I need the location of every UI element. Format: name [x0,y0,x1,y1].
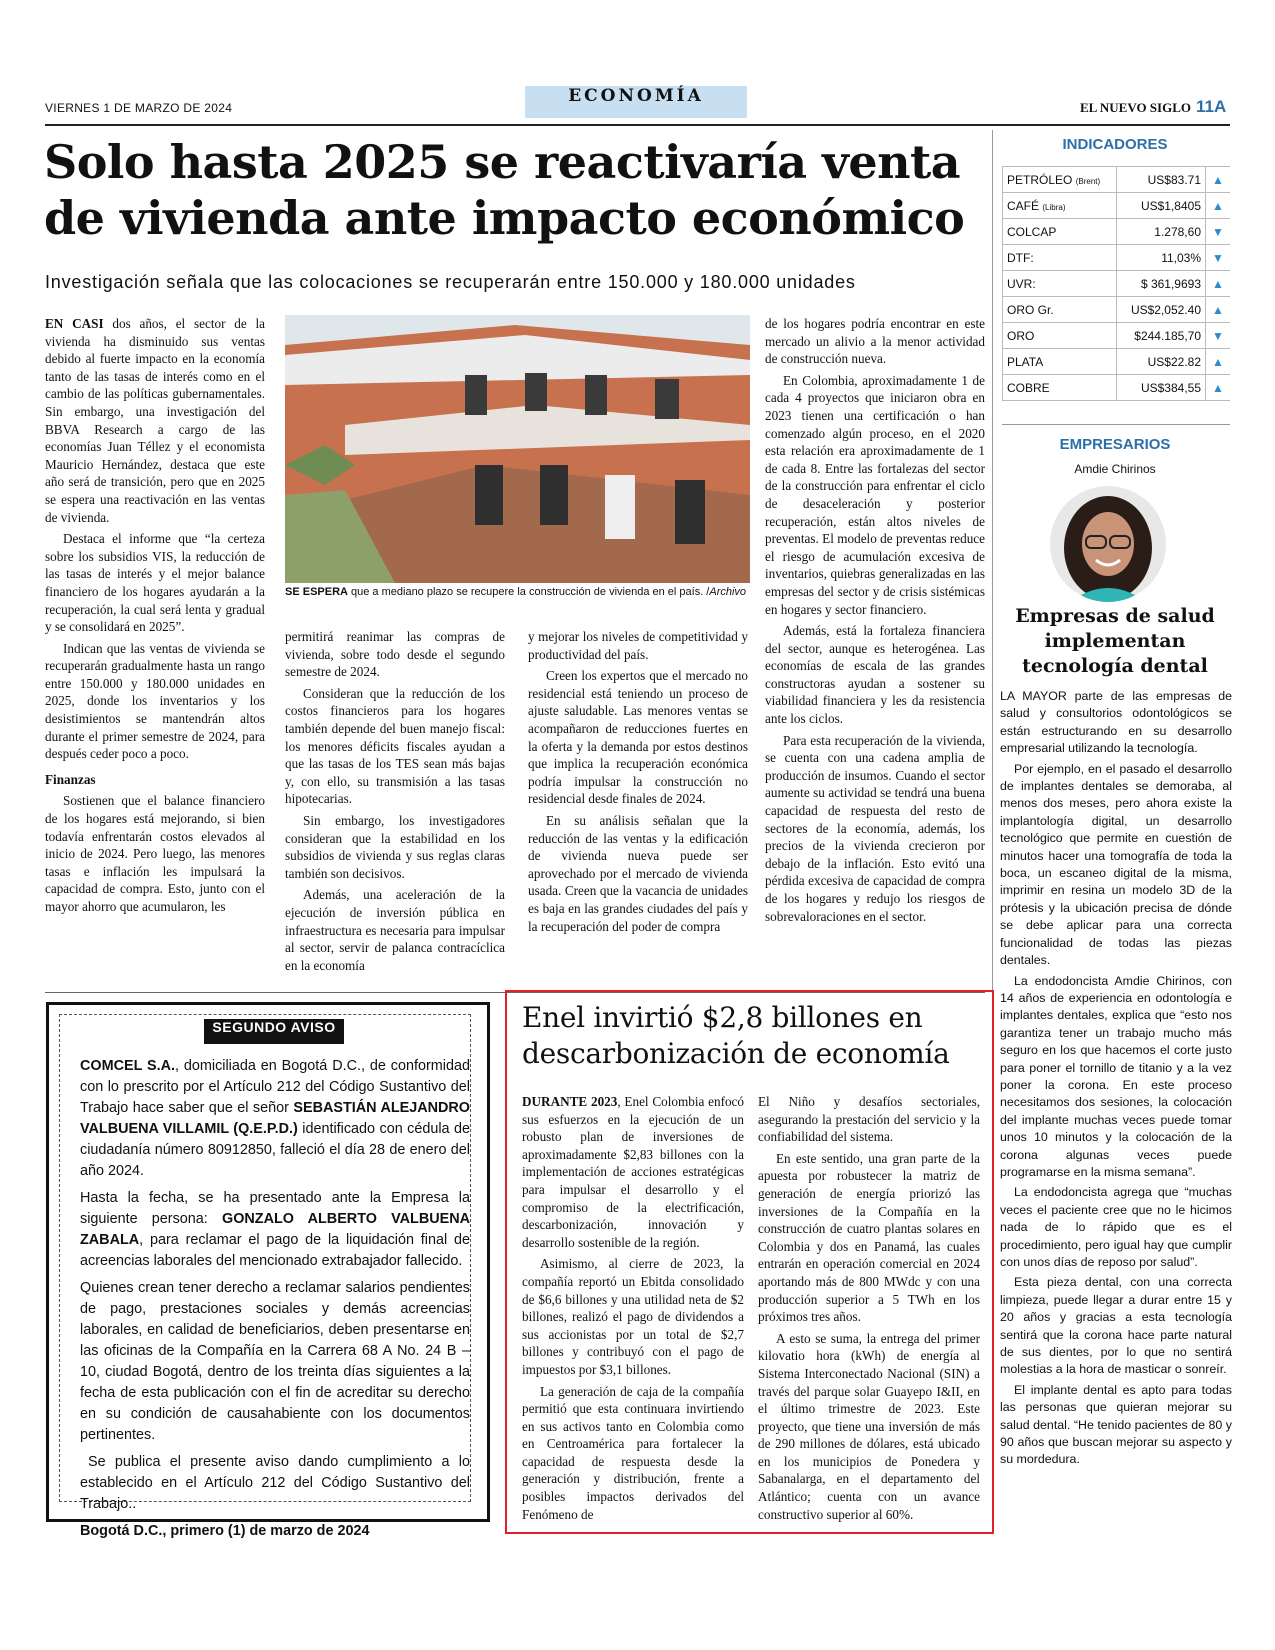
edition-date: VIERNES 1 DE MARZO DE 2024 [45,101,233,115]
main-headline: Solo hasta 2025 se reactivaría venta de vivienda ante impacto económico [44,135,965,245]
column-paragraph: La endodoncista Amdie Chirinos, con 14 años de experiencia en odontología e implantes dentales, explica que “esto nos garantiza tener un trabajo mucho más seguro en los que hacemos el corte justo para poner el tornillo de titanio y a la vez poner la corona. En este proceso necesitamos dos sesiones, la colocación del implante muchas veces puede tomar unos 10 minutos y la colocación de la corona algunas veces puede programarse en la misma semana”. [1000,973,1232,1179]
page-number: 11A [1196,97,1227,116]
arrow-down-icon: ▼ [1206,245,1231,271]
article-paragraph: Sin embargo, los investigadores consideran que la estabilidad en los subsidios de vivienda y sus reglas claras también son decisivos. [285,812,505,881]
indicator-label: DTF: [1007,250,1034,265]
claimant-name: GONZALO ALBERTO VALBUENA ZABALA [80,1211,470,1248]
enel-paragraph: Asimismo, al cierre de 2023, la compañía reportó un Ebitda consolidado de $6,6 billones y una utilidad neta de $2 billones, realizó el pago de dividendos a sus accionistas por un total de $2,7 billones y contribuyó con el pago de impuestos por $3,1 billones. [522,1256,744,1377]
arrow-up-icon: ▲ [1206,193,1231,219]
arrow-down-icon: ▼ [1206,323,1231,349]
indicator-row [1003,193,1231,219]
indicator-value: 11,03% [1117,245,1206,271]
company-name: COMCEL S.A. [80,1058,175,1074]
indicators-rule [1002,424,1230,425]
indicator-name [1003,323,1117,349]
notice-closing: Bogotá D.C., primero (1) de marzo de 2024 [80,1523,370,1539]
indicator-value: US$83.71 [1117,167,1206,193]
article-paragraph: y mejorar los niveles de competitividad y productividad del país. [528,629,748,662]
arrow-up-icon: ▲ [1206,271,1231,297]
enel-lead-in: DURANTE 2023 [522,1094,618,1109]
indicator-label: CAFÉ [1007,198,1040,213]
article-paragraph: Para esta recuperación de la vivienda, se cuenta con una cadena amplia de producción de insumos. Cuando el sector aumente su actividad se tendrá una buena capacidad de respuesta del resto de sectores de la economía, además, los precios de la vivienda crecieron por debajo de la inflación. Esto evitó una pérdida excesiva de capacidad de compra de los hogares y redujo los riesgos de sobrevaloraciones en el sector. [765,732,985,924]
indicator-row [1003,219,1231,245]
article-column-2 [285,628,505,978]
indicator-row [1003,375,1231,401]
indicator-label: UVR: [1007,276,1036,291]
article-paragraph: permitirá reanimar las compras de vivienda, sobre todo desde el segundo semestre de 2024. [285,629,505,680]
article-paragraph: Destaca el informe que “la certeza sobre los subsidios VIS, la reducción de las tasas de interés y el mejor balance financiero de los hogares ayudarán a la recuperación, la cual será lenta y gradual y se consolidará en 2025”. [45,531,265,635]
indicator-note: (Brent) [1075,176,1101,186]
indicator-row [1003,271,1231,297]
indicator-value: US$2,052.40 [1117,297,1206,323]
photo-caption [285,585,755,600]
article-paragraph: En su análisis señalan que la reducción de las ventas y la edificación de vivienda nueva puede ser aprovechado por el mercado de vivienda usada. Creen que la vacancia de unidades es baja en las grandes ciudades del país y la recuperación del poder de compra [528,812,748,934]
indicator-row [1003,167,1231,193]
indicator-label: PETRÓLEO [1007,172,1073,187]
enel-paragraph: , Enel Colombia enfocó sus esfuerzos en la ejecución de un robusto plan de inversiones de aproximadamente $2,83 billones con la implementación de acciones estratégicas para impulsar el desarrollo y el compromiso de la electrificación, descarbonización, innovación y desarrollo sostenible de la región. [522,1094,745,1250]
article-paragraph: Además, una aceleración de la ejecución de inversión pública en infraestructura es necesaria para impulsar al sector, servir de palanca contracíclica en la economía [285,887,505,973]
arrow-down-icon: ▼ [1206,219,1231,245]
arrow-up-icon: ▲ [1206,167,1231,193]
article-paragraph: de los hogares podría encontrar en este mercado un alivio a la menor actividad de construcción nueva. [765,316,985,367]
column-paragraph: Esta pieza dental, con una correcta limpieza, puede llegar a durar entre 15 y 20 años y gracias a esta tecnología sentirá que la corona hace parte natural de sus dientes, por lo que no sentirá molestias a la hora de masticar o sonreír. [1000,1275,1232,1377]
indicator-name [1003,167,1117,193]
article-column-4 [765,315,985,929]
article-lead-in: EN CASI [45,316,104,331]
notice-text: identificado con cédula de ciudadanía número 80912850, falleció el día 28 de enero del año 2024. [80,1121,470,1179]
arrow-up-icon: ▲ [1206,297,1231,323]
photo-credit: Archivo [709,586,747,598]
indicator-value: $ 361,9693 [1117,271,1206,297]
indicator-row [1003,245,1231,271]
indicator-name [1003,297,1117,323]
indicator-name [1003,349,1117,375]
enel-paragraph: La generación de caja de la compañía permitió que esta continuara invirtiendo en sus activos tanto en Colombia como en Centroamérica para fortalecer la capacidad de respuesta desde la generación y distribución, frente a posibles impactos derivados del Fenómeno de [522,1383,744,1522]
column-author: Amdie Chirinos [1074,462,1156,476]
legal-notice-body [80,1056,470,1548]
legal-notice-label: SEGUNDO AVISO [204,1019,344,1044]
deceased-name: SEBASTIÁN ALEJANDRO VALBUENA VILLAMIL (Q.E.P.D.) [80,1100,470,1137]
indicator-value: 1.278,60 [1117,219,1206,245]
indicators-title: INDICADORES [1062,136,1168,153]
indicator-name [1003,219,1117,245]
enel-column-2 [758,1093,980,1527]
enel-paragraph: A esto se suma, la entrega del primer kilovatio hora (kWh) de energía al Sistema Interconectado Nacional (SIN) a través del parque solar Guayepo I&II, en el último trimestre de 2023. Este proyecto, que tiene una inversión de más de 290 millones de dólares, está ubicado en los municipios de Ponedera y Sabanalarga, en el departamento del Atlántico; cuenta con un avance constructivo superior al 60%. [758,1330,980,1522]
article-paragraph: dos años, el sector de la vivienda ha disminuido sus ventas debido al fuerte impacto en la economía tanto de las tasas de interés como en el cambio de las políticas gubernamentales. Sin embargo, una investigación del BBVA Research a cargo de las economías Juan Téllez y el economista Mauricio Hernández, destaca que este año será de transición, pero que en 2025 se espera una reactivación en las ventas de vivienda. [45,316,265,525]
notice-text: Se publica el presente aviso dando cumplimiento a lo establecido en el Artículo 212 del Código Sustantivo del Trabajo.. [80,1454,470,1512]
main-subheadline: Investigación señala que las colocaciones se recuperarán entre 150.000 y 180.000 unidades [45,272,856,292]
housing-photo [285,315,750,583]
article-column-3 [528,628,748,939]
section-label: ECONOMÍA [525,86,747,118]
article-paragraph: Indican que las ventas de vivienda se recuperarán gradualmente hasta un rango entre 150.000 y 180.000 unidades en 2025, donde los inventarios y los desistimientos se mantendrán altos durante el primer semestre de 2024, para después ceder poco a poco. [45,640,265,762]
enel-paragraph: El Niño y desafíos sectoriales, asegurando la prestación del servicio y la confiabilidad del sistema. [758,1094,980,1145]
caption-text: que a mediano plazo se recupere la construcción de vivienda en el país. / [347,586,710,598]
notice-text: Hasta la fecha, se ha presentado ante la Empresa la siguiente persona: [80,1190,470,1227]
indicator-value: US$1,8405 [1117,193,1206,219]
indicator-name [1003,193,1117,219]
indicator-note: (Libra) [1042,202,1066,212]
article-paragraph: En Colombia, aproximadamente 1 de cada 4 proyectos que iniciaron obra en 2023 tienen una certificación o han comenzado algún proceso, en el 2020 esta relación era aproximadamente de 1 de cada 8. Entre las fortalezas del sector de la construcción para enfrentar el ciclo de desaceleración y posterior recuperación, están altos niveles de preventas. El modelo de preventas reduce el riesgo de acumulación excesiva de inventarios, quiebras generalizadas en las empresas del sector y de crisis sistémicas en hogares y sector financiero. [765,372,985,617]
column-paragraph: El implante dental es apto para todas las personas que quieran mejorar su salud dental. “He tenido pacientes de 80 y 90 años que buscan mejorar su aspecto y su mordedura. [1000,1382,1232,1467]
indicator-label: PLATA [1007,354,1044,369]
author-portrait [1050,486,1166,602]
column-paragraph: Por ejemplo, en el pasado el desarrollo de implantes dentales se demoraba, al menos dos meses, pero ahora existe la implantología digital, un desarrollo tecnológico que permite en cuestión de minutos hacer una tomografía de toda la boca, un escaneo digital de la misma, imprimir en resina un modelo 3D de la prótesis y la ubicación precisa de dónde se debe aplicar para una correcta funcionalidad de todas las piezas dentales. [1000,761,1232,968]
column-body [1000,688,1232,1472]
indicator-row [1003,349,1231,375]
arrow-up-icon: ▲ [1206,349,1231,375]
indicator-name [1003,271,1117,297]
article-column-1 [45,315,265,920]
indicator-row [1003,297,1231,323]
header-rule [45,124,1230,126]
arrow-up-icon: ▲ [1206,375,1231,401]
enel-headline: Enel invirtió $2,8 billones en descarbonización de economía [522,1001,950,1070]
column-headline: Empresas de salud implementan tecnología dental [1015,605,1215,677]
enel-paragraph: En este sentido, una gran parte de la apuesta por robustecer la matriz de generación de energía priorizó las inversiones de la Compañía en la construcción de cuatro plantas solares en Colombia y dos en Panamá, las cuales entrarán en operación comercial en 2024 aportando más de 800 MWdc y con una producción superior a 5 TWh en los próximos tres años. [758,1150,980,1325]
article-paragraph: Consideran que la reducción de los costos financieros para los hogares también depende del buen manejo fiscal: los menores déficits fiscales ayudan a que las tasas de los TES sean más bajas y, con ello, su transmisión a las tasas hipotecarias. [285,685,505,807]
enel-column-1 [522,1093,744,1527]
indicator-row [1003,323,1231,349]
indicator-name [1003,245,1117,271]
indicator-value: US$22.82 [1117,349,1206,375]
indicator-name [1003,375,1117,401]
article-paragraph: Creen los expertos que el mercado no residencial está teniendo un proceso de ajuste saludable. Las menores ventas se acompañaron de reducciones fuertes en la oferta y la demanda por estos destinos que implica la recuperación económica podría impulsar la construcción no residencial desde finales de 2024. [528,668,748,807]
column-paragraph: LA MAYOR parte de las empresas de salud y consultorios odontológicos se están estructurando en su desarrollo empresarial utilizando la tecnología. [1000,689,1232,756]
indicator-value: US$384,55 [1117,375,1206,401]
caption-lead: SE ESPERA [285,586,348,598]
indicator-value: $244.185,70 [1117,323,1206,349]
notice-text: Quienes crean tener derecho a reclamar salarios pendientes de pago, prestaciones sociales y demás acreencias laborales, en calidad de beneficiarios, deben presentarse en las oficinas de la Compañía en la Carrera 68 A No. 24 B – 10, ciudad Bogotá, dentro de los treinta días siguientes a la fecha de esta publicación con el fin de acreditar su derecho en su condición de causahabiente con los documentos pertinentes. [80,1280,470,1443]
indicators-table [1002,166,1230,401]
article-subhead: Finanzas [45,771,96,787]
column-section-title: EMPRESARIOS [1059,436,1171,453]
indicator-label: ORO [1007,328,1035,343]
indicator-label: COLCAP [1007,224,1057,239]
notice-text: , para reclamar el pago de la liquidación final de acreencias laborales del mencionado extrabajador fallecido. [80,1232,470,1269]
article-paragraph: Sostienen que el balance financiero de los hogares está mejorando, si bien todavía enfrentarán costos elevados al inicio de 2024. Pero luego, las menores tasas e inflación les impulsará la capacidad de compra. Esto, junto con el mayor ahorro que acumularon, les [45,793,265,914]
indicator-label: ORO Gr. [1007,302,1054,317]
notice-text: , domiciliada en Bogotá D.C., de conformidad con lo prescrito por el Artículo 212 del Código Sustantivo del Trabajo hace saber que el señor [80,1058,470,1116]
article-paragraph: Además, está la fortaleza financiera del sector, aunque es heterogénea. Las economías de escala de las grandes constructoras ayudan a sostener su viabilidad financiera y les da resistencia ante los ciclos. [765,623,985,727]
newspaper-name: EL NUEVO SIGLO [1080,100,1191,115]
indicator-label: COBRE [1007,380,1050,395]
column-paragraph: La endodoncista agrega que “muchas veces el paciente cree que no le hicimos nada de lo rápido que es el procedimiento, pero igual hay que cumplir con unos días de reposo por salud”. [1000,1185,1232,1269]
